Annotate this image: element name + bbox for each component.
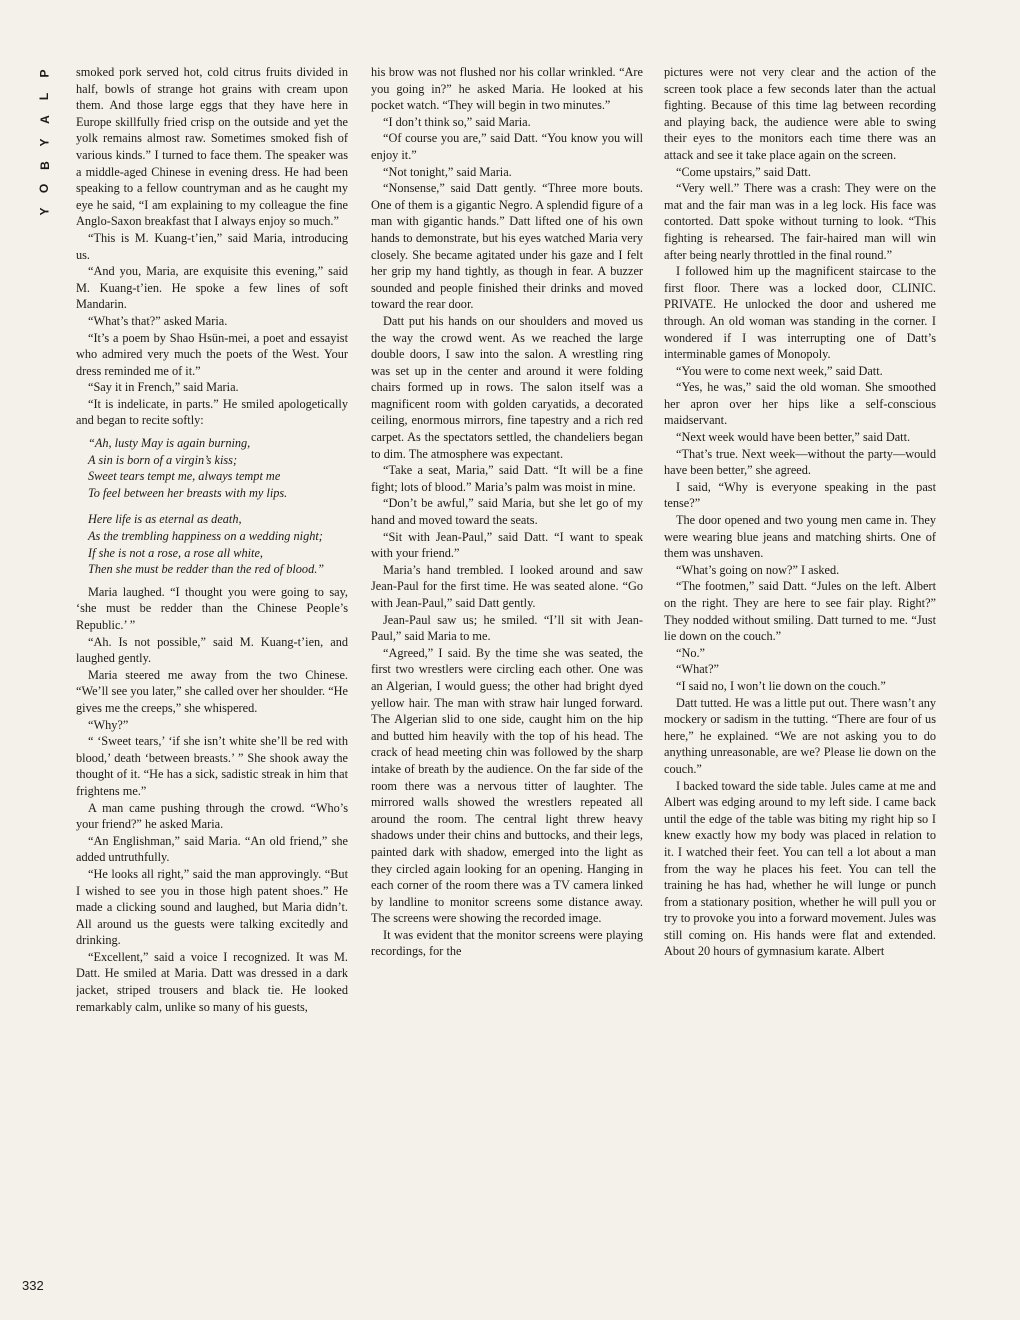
paragraph: “ ‘Sweet tears,’ ‘if she isn’t white she’ll be red with blood,’ death ‘between breasts.’ ” She shook away the thought of it. “He has a sick, sadistic streak in him that frightens me.” <box>76 734 348 798</box>
paragraph: Maria’s hand trembled. I looked around and saw Jean-Paul for the first time. He was seated alone. “Go with Jean-Paul,” said Datt gently. <box>371 562 643 610</box>
paragraph: Maria steered me away from the two Chinese. “We’ll see you later,” she called over her shoulder. “He gives me the creeps,” she whispered. <box>76 667 348 715</box>
paragraph: “Don’t be awful,” said Maria, but she let go of my hand and moved toward the seats. <box>371 496 643 528</box>
paragraph: “What’s going on now?” I asked. <box>676 562 840 577</box>
paragraph: Jean-Paul saw us; he smiled. “I’ll sit with Jean-Paul,” said Maria to me. <box>371 612 643 644</box>
paragraph: I said, “Why is everyone speaking in the past tense?” <box>664 479 936 511</box>
poem-line: A sin is born of a virgin’s kiss; <box>88 452 238 467</box>
paragraph: “What?” <box>676 662 720 677</box>
paragraph: “And you, Maria, are exquisite this evening,” said M. Kuang-t’ien. He spoke a few lines of soft Mandarin. <box>76 264 348 312</box>
paragraph: his brow was not flushed nor his collar wrinkled. “Are you going in?” he asked Maria. He looked at his pocket watch. “They will begin in two minutes.” <box>371 65 643 113</box>
paragraph: “No.” <box>676 645 706 660</box>
masthead <box>30 62 60 223</box>
poem-line: To feel between her breasts with my lips. <box>88 485 288 500</box>
paragraph: It was evident that the monitor screens were playing recordings, for the <box>371 927 643 959</box>
paragraph: smoked pork served hot, cold citrus fruits divided in half, bowls of strange hot grains with cream upon them. And those large eggs that they have here in Europe skillfully fried crisp on the outside and yet the yolk remains almost raw. Sometimes smoked fish of various kinds.” I turned to face them. The speaker was a middle-aged Chinese in evening dress. He had been speaking to a fellow countryman and as he caught my eye he said, “I am explaining to my colleague the fine Anglo-Saxon breakfast that I always enjoy so much.” <box>76 65 348 229</box>
poem-line: Here life is as eternal as death, <box>88 512 242 527</box>
paragraph: “Come upstairs,” said Datt. <box>676 164 811 179</box>
paragraph: “Nonsense,” said Datt gently. “Three more bouts. One of them is a gigantic Negro. A splendid figure of a man with gigantic hands.” Datt lifted one of his own hands to demonstrate, but his eyes watched Maria very closely. She became agitated under his gaze and I felt her grip my hand tightly, as though in fear. A buzzer sounded and people finished their drinks and moved toward the rear door. <box>371 181 643 312</box>
masthead-letter: B <box>37 161 52 170</box>
paragraph: “Next week would have been better,” said Datt. <box>676 430 911 445</box>
paragraph: I followed him up the magnificent staircase to the first floor. There was a locked door, CLINIC. PRIVATE. He unlocked the door and ushered me through. An old woman was standing in the corner. I wondered if I was interrupting one of Datt’s interminable games of Monopoly. <box>664 264 936 362</box>
stanza-break <box>88 501 348 511</box>
paragraph: “It’s a poem by Shao Hsün-mei, a poet and essayist who admired very much the poets of the West. Your dress reminded me of it.” <box>76 330 348 378</box>
masthead-letter: Y <box>37 207 52 216</box>
masthead-letter: P <box>37 69 52 78</box>
paragraph: “I said no, I won’t lie down on the couch.” <box>676 678 886 693</box>
poem <box>88 435 348 578</box>
paragraph: “Take a seat, Maria,” said Datt. “It will be a fine fight; lots of blood.” Maria’s palm was moist in mine. <box>371 463 643 494</box>
paragraph: “Why?” <box>88 717 129 732</box>
paragraph: “An Englishman,” said Maria. “An old friend,” she added untruthfully. <box>76 833 348 865</box>
poem-line: Then she must be redder than the red of blood.” <box>88 562 325 577</box>
paragraph: “Not tonight,” said Maria. <box>383 164 512 179</box>
poem-line: If she is not a rose, a rose all white, <box>88 545 263 560</box>
masthead-letter: A <box>37 115 52 124</box>
text-column-1 <box>76 64 348 1289</box>
poem-line: “Ah, lusty May is again burning, <box>88 436 251 451</box>
paragraph: “This is M. Kuang-t’ien,” said Maria, introducing us. <box>76 230 348 262</box>
masthead-letter: O <box>37 183 52 194</box>
paragraph: “Excellent,” said a voice I recognized. It was M. Datt. He smiled at Maria. Datt was dressed in a dark jacket, striped trousers and black tie. He looked remarkably calm, unlike so many of his guests, <box>76 949 348 1014</box>
paragraph: “The footmen,” said Datt. “Jules on the left. Albert on the right. They are here to see fair play. Right?” They nodded without smiling. Datt turned to me. “Just lie down on the couch.” <box>664 579 936 644</box>
text-column-3 <box>664 64 936 1289</box>
paragraph: I backed toward the side table. Jules came at me and Albert was edging around to my left side. I came back until the edge of the table was biting my right hip so I knew exactly how my body was placed in relation to it. I watched their feet. You can tell a lot about a man from the way he places his feet. You can tell the training he has had, whether he will lunge or punch from a stationary position, whether he will pull you or try to provoke you into a forward movement. Jules was still coming on. His hands were flat and extended. About 20 hours of gymnasium karate. Albert <box>664 778 936 959</box>
paragraph: “Agreed,” I said. By the time she was seated, the first two wrestlers were circling each other. One was an Algerian, I would guess; the other had bright dyed yellow hair. The man with straw hair lunged forward. The Algerian slid to one side, caught him on the hip and butted him heavily with the top of his head. The crack of head meeting chin was followed by the sharp intake of breath by the audience. On the far side of the room there was a nervous titter of laughter. The mirrored walls showed the wrestlers repeated all around the room. The central light threw heavy shadows under their chins and buttocks, and their legs, painted dark with shadow, emerged into the light as they circled again looking for an opening. Hanging in each corner of the room there was a TV camera linked by landline to monitor screens some distance away. The screens were showing the recorded image. <box>371 645 643 926</box>
paragraph: “Ah. Is not possible,” said M. Kuang-t’ien, and laughed gently. <box>76 634 348 666</box>
paragraph: pictures were not very clear and the action of the screen took place a few seconds later than the actual fighting. Because of this time lag between recording and playing back, the audience were able to swing their eyes to the monitors each time there was an attack and see it take place again on the screen. <box>664 65 936 162</box>
paragraph: The door opened and two young men came in. They were wearing blue jeans and matching shirts. One of them was unshaven. <box>664 513 936 561</box>
masthead-letter: Y <box>37 138 52 147</box>
paragraph: “He looks all right,” said the man approvingly. “But I wished to see you in those high patent shoes.” He made a clicking sound and laughed, but Maria didn’t. All around us the guests were talking excitedly and drinking. <box>76 866 348 948</box>
masthead-letter: L <box>37 92 52 101</box>
poem-line: As the trembling happiness on a wedding night; <box>88 529 323 544</box>
paragraph: Datt tutted. He was a little put out. There wasn’t any mockery or sadism in the tutting. “There are four of us here,” he explained. “We are not asking you to do anything unreasonable, are we? Please lie down on the couch.” <box>664 695 936 776</box>
paragraph: “Very well.” There was a crash: They were on the mat and the fair man was in a leg lock. His face was contorted. Datt spoke without turning to look. “This fighting is rehearsed. The fair-haired man will win after being nearly throttled in the final round.” <box>664 181 936 262</box>
paragraph: “That’s true. Next week—without the party—would have been better,” she agreed. <box>664 446 936 478</box>
poem-line: Sweet tears tempt me, always tempt me <box>88 469 281 484</box>
paragraph: Maria laughed. “I thought you were going to say, ‘she must be redder than the Chinese People’s Republic.’ ” <box>76 584 348 632</box>
paragraph: “Sit with Jean-Paul,” said Datt. “I want to speak with your friend.” <box>371 529 643 561</box>
paragraph: Datt put his hands on our shoulders and moved us the way the crowd went. As we reached the large double doors, I saw into the salon. A wrestling ring was set up in the center and around it were folding chairs formed up in rows. The salon itself was a magnificent room with golden caryatids, a decorated ceiling, enormous mirrors, fine tapestry and a rich red carpet. As the spectators settled, the chandeliers began to dim. The atmosphere was expectant. <box>371 313 643 461</box>
paragraph: “Say it in French,” said Maria. <box>88 380 239 395</box>
page-number: 332 <box>22 1278 44 1293</box>
paragraph: A man came pushing through the crowd. “Who’s your friend?” he asked Maria. <box>76 800 348 832</box>
paragraph: “I don’t think so,” said Maria. <box>383 114 531 129</box>
paragraph: “Of course you are,” said Datt. “You know you will enjoy it.” <box>371 131 643 162</box>
paragraph: “You were to come next week,” said Datt. <box>676 363 883 378</box>
text-column-2 <box>371 64 643 1289</box>
paragraph: “Yes, he was,” said the old woman. She smoothed her apron over her hips like a self-conscious maidservant. <box>664 380 936 428</box>
paragraph: “What’s that?” asked Maria. <box>88 313 228 328</box>
paragraph: “It is indelicate, in parts.” He smiled apologetically and began to recite softly: <box>76 396 348 428</box>
